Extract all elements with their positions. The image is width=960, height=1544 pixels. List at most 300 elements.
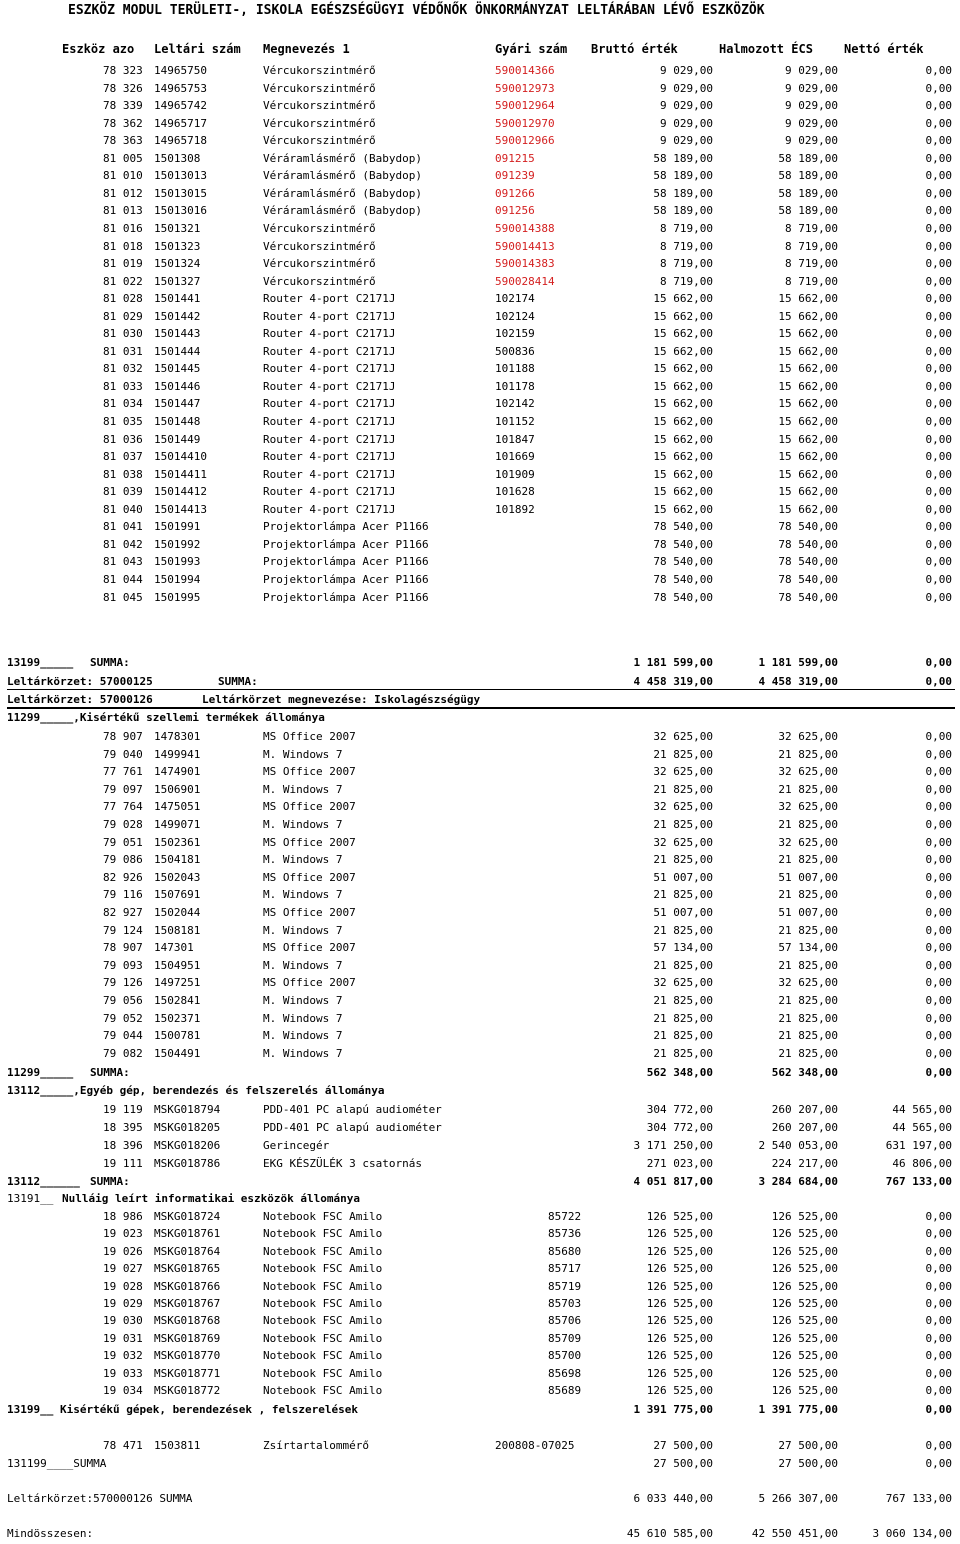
summary-label: 13199_____ <box>7 656 74 669</box>
cell-depreciation: 126 525,00 <box>771 1384 838 1397</box>
cell-serial: 091266 <box>495 187 535 200</box>
cell-depreciation: 58 189,00 <box>778 169 838 182</box>
cell-depreciation: 58 189,00 <box>778 204 838 217</box>
summary-text: SUMMA: <box>90 656 130 669</box>
page-title: ESZKÖZ MODUL TERÜLETI-, ISKOLA EGÉSZSÉGÜGYI VÉDŐNŐK ÖNKORMÁNYZAT LELTÁRÁBAN LÉVŐ ESZKÖZÖK <box>68 3 765 18</box>
cell-gross: 21 825,00 <box>653 1012 713 1025</box>
cell-inventory-number: MSKG018772 <box>154 1384 221 1397</box>
cell-depreciation: 126 525,00 <box>771 1262 838 1275</box>
summary-label: Leltárkörzet: 57000125 <box>7 675 153 688</box>
cell-name: Vércukorszintmérő <box>263 82 376 95</box>
cell-code: 81 012 <box>103 187 143 200</box>
cell-net: 0,00 <box>925 503 952 516</box>
summary-net: 0,00 <box>925 675 952 688</box>
cell-inventory-number: MSKG018767 <box>154 1297 221 1310</box>
cell-gross: 126 525,00 <box>646 1210 713 1223</box>
cell-gross: 9 029,00 <box>660 99 713 112</box>
cell-gross: 15 662,00 <box>653 485 713 498</box>
cell-inventory-number: 1501992 <box>154 538 201 551</box>
summary-gross: 1 181 599,00 <box>633 656 713 669</box>
cell-net: 0,00 <box>925 1227 952 1240</box>
cell-depreciation: 15 662,00 <box>778 415 838 428</box>
table-row <box>0 974 960 991</box>
cell-serial: 590014388 <box>495 222 555 235</box>
cell-gross: 21 825,00 <box>653 853 713 866</box>
cell-inventory-number: 1501443 <box>154 327 201 340</box>
table-row <box>0 290 960 307</box>
cell-inventory-number: 1504181 <box>154 853 201 866</box>
cell-serial: 85736 <box>548 1227 582 1240</box>
cell-serial: 590012964 <box>495 99 555 112</box>
cell-gross: 8 719,00 <box>660 275 713 288</box>
cell-name: Router 4-port C2171J <box>263 450 396 463</box>
cell-code: 81 037 <box>103 450 143 463</box>
cell-depreciation: 21 825,00 <box>778 1047 838 1060</box>
cell-name: EKG KÉSZÜLÉK 3 csatornás <box>263 1157 422 1170</box>
cell-inventory-number: 1501447 <box>154 397 201 410</box>
cell-name: MS Office 2007 <box>263 871 356 884</box>
cell-inventory-number: MSKG018770 <box>154 1349 221 1362</box>
summary-13112 <box>0 1173 960 1190</box>
cell-inventory-number: 1502841 <box>154 994 201 1007</box>
table-row <box>0 308 960 325</box>
summary-net: 767 133,00 <box>885 1492 952 1505</box>
cell-gross: 78 540,00 <box>653 538 713 551</box>
summary-gross: 4 051 817,00 <box>633 1175 713 1188</box>
cell-depreciation: 57 134,00 <box>778 941 838 954</box>
cell-net: 0,00 <box>925 1047 952 1060</box>
cell-inventory-number: 1502371 <box>154 1012 201 1025</box>
cell-gross: 58 189,00 <box>653 169 713 182</box>
cell-depreciation: 9 029,00 <box>785 117 838 130</box>
cell-net: 0,00 <box>925 222 952 235</box>
divider <box>7 689 955 690</box>
cell-depreciation: 126 525,00 <box>771 1245 838 1258</box>
cell-name: M. Windows 7 <box>263 994 343 1007</box>
cell-gross: 32 625,00 <box>653 800 713 813</box>
cell-net: 0,00 <box>925 450 952 463</box>
cell-inventory-number: 14965718 <box>154 134 207 147</box>
table-row <box>0 1119 960 1136</box>
cell-code: 81 040 <box>103 503 143 516</box>
cell-net: 0,00 <box>925 187 952 200</box>
cell-depreciation: 15 662,00 <box>778 485 838 498</box>
cell-net: 0,00 <box>925 994 952 1007</box>
summary-text: SUMMA: <box>90 1066 130 1079</box>
cell-net: 0,00 <box>925 292 952 305</box>
cell-name: Notebook FSC Amilo <box>263 1349 383 1362</box>
summary-gross: 27 500,00 <box>653 1457 713 1470</box>
cell-gross: 51 007,00 <box>653 906 713 919</box>
cell-net: 0,00 <box>925 836 952 849</box>
summary-net: 0,00 <box>925 656 952 669</box>
cell-inventory-number: 1478301 <box>154 730 201 743</box>
cell-gross: 15 662,00 <box>653 415 713 428</box>
cell-inventory-number: MSKG018205 <box>154 1121 221 1134</box>
cell-net: 0,00 <box>925 415 952 428</box>
cell-code: 79 040 <box>103 748 143 761</box>
cell-net: 0,00 <box>925 520 952 533</box>
cell-name: Vércukorszintmérő <box>263 257 376 270</box>
cell-depreciation: 21 825,00 <box>778 1012 838 1025</box>
cell-gross: 21 825,00 <box>653 959 713 972</box>
cell-code: 19 030 <box>103 1314 143 1327</box>
cell-inventory-number: 1506901 <box>154 783 201 796</box>
cell-serial: 101188 <box>495 362 535 375</box>
group-label: 11299_____,Kisértékű szellemi termékek állománya <box>7 711 325 724</box>
cell-serial: 85698 <box>548 1367 582 1380</box>
cell-code: 79 116 <box>103 888 143 901</box>
group-11299-header <box>0 709 960 726</box>
cell-name: MS Office 2007 <box>263 765 356 778</box>
cell-net: 0,00 <box>925 800 952 813</box>
table-row <box>0 781 960 798</box>
summary-gross: 1 391 775,00 <box>633 1403 713 1416</box>
cell-inventory-number: 1501442 <box>154 310 201 323</box>
cell-gross: 27 500,00 <box>653 1439 713 1452</box>
cell-name: Notebook FSC Amilo <box>263 1280 383 1293</box>
cell-gross: 21 825,00 <box>653 1029 713 1042</box>
cell-name: Notebook FSC Amilo <box>263 1210 383 1223</box>
cell-name: Vércukorszintmérő <box>263 222 376 235</box>
cell-net: 0,00 <box>925 853 952 866</box>
summary-net: 0,00 <box>925 1457 952 1470</box>
summary-13199-kisertek <box>0 1401 960 1418</box>
cell-name: M. Windows 7 <box>263 818 343 831</box>
cell-name: M. Windows 7 <box>263 888 343 901</box>
cell-serial: 101152 <box>495 415 535 428</box>
table-row <box>0 1101 960 1118</box>
table-row <box>0 395 960 412</box>
cell-gross: 15 662,00 <box>653 433 713 446</box>
cell-name: Vércukorszintmérő <box>263 240 376 253</box>
cell-code: 78 362 <box>103 117 143 130</box>
cell-gross: 8 719,00 <box>660 240 713 253</box>
cell-gross: 15 662,00 <box>653 380 713 393</box>
cell-gross: 9 029,00 <box>660 64 713 77</box>
cell-depreciation: 126 525,00 <box>771 1314 838 1327</box>
group-label: Nulláig leírt informatikai eszközök állománya <box>62 1192 361 1205</box>
cell-gross: 78 540,00 <box>653 520 713 533</box>
cell-depreciation: 15 662,00 <box>778 468 838 481</box>
cell-gross: 15 662,00 <box>653 397 713 410</box>
cell-depreciation: 21 825,00 <box>778 783 838 796</box>
table-row <box>0 746 960 763</box>
header-serial: Gyári szám <box>495 42 568 56</box>
cell-gross: 126 525,00 <box>646 1314 713 1327</box>
table-row <box>0 1278 960 1295</box>
cell-code: 19 034 <box>103 1384 143 1397</box>
cell-gross: 32 625,00 <box>653 730 713 743</box>
cell-serial: 101847 <box>495 433 535 446</box>
summary-depreciation: 3 284 684,00 <box>758 1175 838 1188</box>
cell-code: 81 030 <box>103 327 143 340</box>
cell-name: Notebook FSC Amilo <box>263 1227 383 1240</box>
cell-serial: 85709 <box>548 1332 582 1345</box>
cell-name: Vércukorszintmérő <box>263 275 376 288</box>
cell-net: 0,00 <box>925 976 952 989</box>
cell-gross: 126 525,00 <box>646 1280 713 1293</box>
cell-code: 81 043 <box>103 555 143 568</box>
cell-inventory-number: 1501991 <box>154 520 201 533</box>
group-code: 13191__ <box>7 1192 54 1205</box>
cell-net: 0,00 <box>925 1314 952 1327</box>
cell-gross: 271 023,00 <box>646 1157 713 1170</box>
table-row <box>0 448 960 465</box>
cell-net: 0,00 <box>925 924 952 937</box>
cell-net: 0,00 <box>925 1262 952 1275</box>
cell-code: 19 028 <box>103 1280 143 1293</box>
cell-serial: 102142 <box>495 397 535 410</box>
cell-name: Véráramlásmérő (Babydop) <box>263 169 422 182</box>
cell-serial: 101892 <box>495 503 535 516</box>
table-row <box>0 869 960 886</box>
cell-net: 0,00 <box>925 1439 952 1452</box>
cell-inventory-number: 1504951 <box>154 959 201 972</box>
cell-code: 81 013 <box>103 204 143 217</box>
cell-code: 79 126 <box>103 976 143 989</box>
cell-inventory-number: 1507691 <box>154 888 201 901</box>
cell-name: M. Windows 7 <box>263 853 343 866</box>
cell-depreciation: 21 825,00 <box>778 888 838 901</box>
cell-inventory-number: MSKG018724 <box>154 1210 221 1223</box>
cell-net: 0,00 <box>925 169 952 182</box>
cell-name: M. Windows 7 <box>263 959 343 972</box>
cell-gross: 78 540,00 <box>653 555 713 568</box>
cell-serial: 101909 <box>495 468 535 481</box>
cell-name: Router 4-port C2171J <box>263 503 396 516</box>
cell-net: 0,00 <box>925 1332 952 1345</box>
cell-inventory-number: 1504491 <box>154 1047 201 1060</box>
cell-depreciation: 15 662,00 <box>778 292 838 305</box>
cell-gross: 126 525,00 <box>646 1384 713 1397</box>
cell-name: Vércukorszintmérő <box>263 117 376 130</box>
cell-code: 79 044 <box>103 1029 143 1042</box>
cell-depreciation: 15 662,00 <box>778 327 838 340</box>
cell-depreciation: 21 825,00 <box>778 924 838 937</box>
summary-label: 13112______ <box>7 1175 80 1188</box>
table-row <box>0 798 960 815</box>
summary-depreciation: 1 181 599,00 <box>758 656 838 669</box>
cell-code: 18 396 <box>103 1139 143 1152</box>
cell-net: 0,00 <box>925 1245 952 1258</box>
cell-gross: 32 625,00 <box>653 765 713 778</box>
cell-depreciation: 9 029,00 <box>785 82 838 95</box>
cell-inventory-number: MSKG018761 <box>154 1227 221 1240</box>
cell-name: Router 4-port C2171J <box>263 415 396 428</box>
cell-serial: 590012966 <box>495 134 555 147</box>
cell-name: MS Office 2007 <box>263 800 356 813</box>
cell-name: Vércukorszintmérő <box>263 99 376 112</box>
cell-name: Projektorlámpa Acer P1166 <box>263 591 429 604</box>
cell-depreciation: 32 625,00 <box>778 836 838 849</box>
cell-depreciation: 27 500,00 <box>778 1439 838 1452</box>
cell-code: 79 097 <box>103 783 143 796</box>
cell-serial: 590014413 <box>495 240 555 253</box>
cell-inventory-number: MSKG018769 <box>154 1332 221 1345</box>
cell-gross: 126 525,00 <box>646 1245 713 1258</box>
cell-serial: 85700 <box>548 1349 582 1362</box>
cell-name: PDD-401 PC alapú audiométer <box>263 1103 442 1116</box>
cell-name: PDD-401 PC alapú audiométer <box>263 1121 442 1134</box>
cell-depreciation: 8 719,00 <box>785 222 838 235</box>
cell-code: 81 035 <box>103 415 143 428</box>
cell-net: 44 565,00 <box>892 1103 952 1116</box>
cell-inventory-number: MSKG018771 <box>154 1367 221 1380</box>
table-row <box>0 1010 960 1027</box>
cell-net: 0,00 <box>925 345 952 358</box>
cell-depreciation: 15 662,00 <box>778 310 838 323</box>
cell-name: Notebook FSC Amilo <box>263 1314 383 1327</box>
cell-net: 0,00 <box>925 573 952 586</box>
cell-inventory-number: MSKG018765 <box>154 1262 221 1275</box>
cell-code: 19 029 <box>103 1297 143 1310</box>
cell-net: 0,00 <box>925 906 952 919</box>
cell-code: 19 032 <box>103 1349 143 1362</box>
cell-gross: 21 825,00 <box>653 1047 713 1060</box>
cell-gross: 51 007,00 <box>653 871 713 884</box>
cell-gross: 126 525,00 <box>646 1297 713 1310</box>
summary-depreciation: 562 348,00 <box>771 1066 838 1079</box>
cell-name: Projektorlámpa Acer P1166 <box>263 555 429 568</box>
cell-name: Notebook FSC Amilo <box>263 1297 383 1310</box>
table-row <box>0 1365 960 1382</box>
cell-serial: 101669 <box>495 450 535 463</box>
table-row <box>0 589 960 606</box>
cell-code: 19 026 <box>103 1245 143 1258</box>
cell-code: 78 339 <box>103 99 143 112</box>
cell-inventory-number: 1501994 <box>154 573 201 586</box>
summary-text: SUMMA: <box>90 1175 130 1188</box>
cell-depreciation: 58 189,00 <box>778 187 838 200</box>
cell-serial: 85719 <box>548 1280 582 1293</box>
header-net: Nettó érték <box>844 42 924 56</box>
table-row <box>0 834 960 851</box>
table-row <box>0 816 960 833</box>
cell-code: 81 019 <box>103 257 143 270</box>
cell-code: 81 031 <box>103 345 143 358</box>
summary-zone-570000126 <box>0 1490 960 1507</box>
cell-depreciation: 21 825,00 <box>778 853 838 866</box>
summary-label: Leltárkörzet:570000126 SUMMA <box>7 1492 193 1505</box>
cell-serial: 102124 <box>495 310 535 323</box>
cell-inventory-number: 1501324 <box>154 257 201 270</box>
cell-net: 0,00 <box>925 1210 952 1223</box>
cell-name: Router 4-port C2171J <box>263 433 396 446</box>
cell-code: 79 086 <box>103 853 143 866</box>
cell-gross: 126 525,00 <box>646 1349 713 1362</box>
cell-net: 0,00 <box>925 1029 952 1042</box>
cell-depreciation: 78 540,00 <box>778 591 838 604</box>
table-row <box>0 518 960 535</box>
cell-net: 0,00 <box>925 82 952 95</box>
cell-depreciation: 8 719,00 <box>785 240 838 253</box>
cell-net: 46 806,00 <box>892 1157 952 1170</box>
summary-label: 13199__ Kisértékű gépek, berendezések , felszerelések <box>7 1403 358 1416</box>
cell-code: 78 323 <box>103 64 143 77</box>
cell-serial: 590012973 <box>495 82 555 95</box>
cell-net: 0,00 <box>925 1280 952 1293</box>
cell-serial: 85680 <box>548 1245 582 1258</box>
header-code: Eszköz azo <box>62 42 135 56</box>
cell-inventory-number: 1474901 <box>154 765 201 778</box>
cell-code: 81 022 <box>103 275 143 288</box>
table-row <box>0 62 960 79</box>
cell-serial: 102159 <box>495 327 535 340</box>
cell-gross: 21 825,00 <box>653 818 713 831</box>
table-row <box>0 904 960 921</box>
cell-inventory-number: 1501444 <box>154 345 201 358</box>
cell-code: 18 986 <box>103 1210 143 1223</box>
table-row <box>0 1243 960 1260</box>
group-13112-header <box>0 1082 960 1099</box>
group-label: 13112_____,Egyéb gép, berendezés és felszerelés állománya <box>7 1084 385 1097</box>
cell-inventory-number: 147301 <box>154 941 194 954</box>
cell-net: 0,00 <box>925 397 952 410</box>
cell-gross: 58 189,00 <box>653 152 713 165</box>
cell-serial: 102174 <box>495 292 535 305</box>
cell-name: M. Windows 7 <box>263 1047 343 1060</box>
cell-inventory-number: 15013013 <box>154 169 207 182</box>
cell-gross: 32 625,00 <box>653 836 713 849</box>
cell-inventory-number: 15014411 <box>154 468 207 481</box>
cell-depreciation: 15 662,00 <box>778 450 838 463</box>
cell-net: 0,00 <box>925 64 952 77</box>
table-row <box>0 1382 960 1399</box>
cell-name: Notebook FSC Amilo <box>263 1262 383 1275</box>
cell-depreciation: 126 525,00 <box>771 1280 838 1293</box>
cell-depreciation: 15 662,00 <box>778 362 838 375</box>
cell-inventory-number: 15013015 <box>154 187 207 200</box>
cell-gross: 21 825,00 <box>653 994 713 1007</box>
cell-serial: 85717 <box>548 1262 582 1275</box>
cell-gross: 126 525,00 <box>646 1262 713 1275</box>
cell-gross: 78 540,00 <box>653 573 713 586</box>
cell-net: 0,00 <box>925 555 952 568</box>
cell-net: 0,00 <box>925 818 952 831</box>
table-row <box>0 378 960 395</box>
cell-inventory-number: MSKG018794 <box>154 1103 221 1116</box>
cell-name: Notebook FSC Amilo <box>263 1245 383 1258</box>
cell-inventory-number: 1501993 <box>154 555 201 568</box>
cell-depreciation: 126 525,00 <box>771 1227 838 1240</box>
cell-serial: 091239 <box>495 169 535 182</box>
cell-name: MS Office 2007 <box>263 941 356 954</box>
cell-name: MS Office 2007 <box>263 730 356 743</box>
table-row <box>0 553 960 570</box>
cell-serial: 101628 <box>495 485 535 498</box>
cell-gross: 8 719,00 <box>660 257 713 270</box>
cell-inventory-number: 1501321 <box>154 222 201 235</box>
cell-depreciation: 15 662,00 <box>778 345 838 358</box>
table-row <box>0 202 960 219</box>
cell-net: 0,00 <box>925 1384 952 1397</box>
cell-inventory-number: 1501323 <box>154 240 201 253</box>
cell-depreciation: 8 719,00 <box>785 257 838 270</box>
cell-inventory-number: MSKG018766 <box>154 1280 221 1293</box>
cell-inventory-number: 1502043 <box>154 871 201 884</box>
cell-net: 0,00 <box>925 730 952 743</box>
cell-net: 0,00 <box>925 134 952 147</box>
cell-inventory-number: MSKG018786 <box>154 1157 221 1170</box>
cell-code: 79 052 <box>103 1012 143 1025</box>
cell-depreciation: 21 825,00 <box>778 748 838 761</box>
summary-depreciation: 27 500,00 <box>778 1457 838 1470</box>
cell-name: Notebook FSC Amilo <box>263 1384 383 1397</box>
cell-code: 19 031 <box>103 1332 143 1345</box>
cell-gross: 15 662,00 <box>653 292 713 305</box>
cell-depreciation: 15 662,00 <box>778 380 838 393</box>
